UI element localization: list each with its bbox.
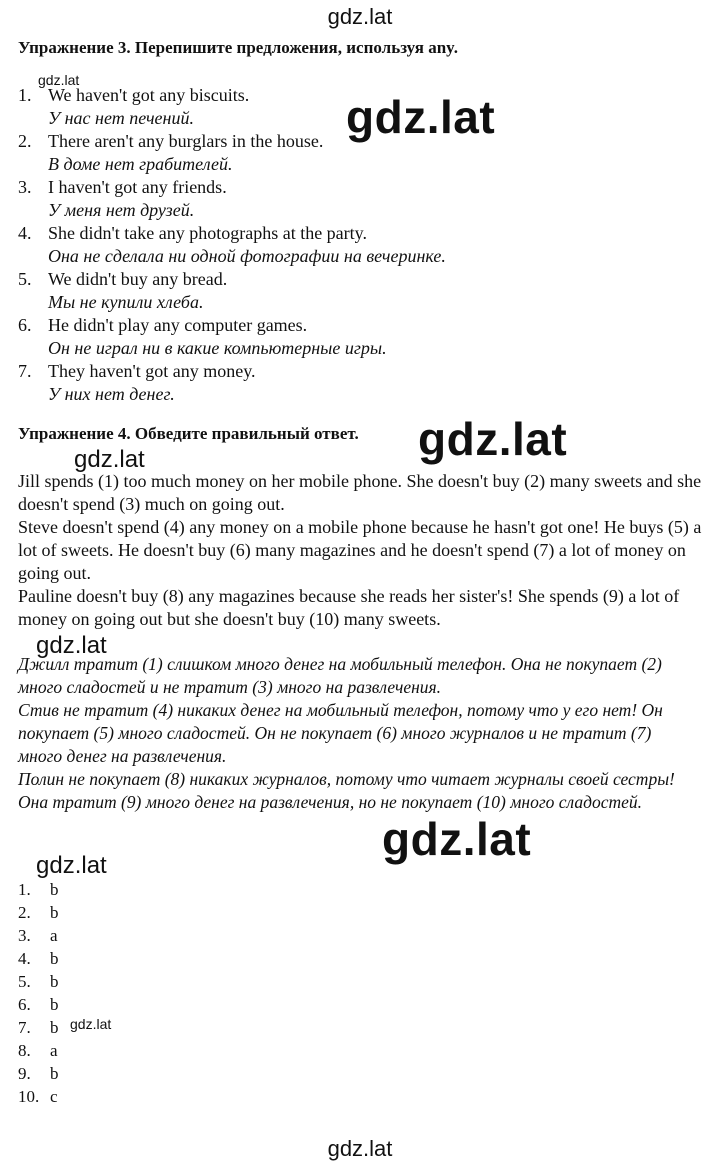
answer-list [18, 878, 59, 1108]
watermark-large: gdz.lat [346, 91, 496, 143]
russian-translation: Он не играл ни в какие компьютерные игры. [48, 338, 387, 358]
paragraph: Pauline doesn't buy (8) any magazines because she reads her sister's! She spends (9) a lot of money on going out but she doesn't buy (10) many sweets. [18, 586, 680, 629]
paragraph: Джилл тратит (1) слишком много денег на мобильный телефон. Она не покупает (2) много сладостей и не тратит (3) много на развлечения. [18, 654, 662, 697]
answer-item [18, 1062, 59, 1085]
answer-number: 2. [18, 903, 31, 922]
answer-item [18, 1039, 59, 1062]
answer-item [18, 993, 59, 1016]
exercise-3-heading: Упражнение 3. Перепишите предложения, используя any. [18, 38, 458, 57]
item-number: 7. [18, 361, 32, 381]
answer-value: b [50, 995, 59, 1014]
answer-value: a [50, 926, 58, 945]
russian-translation: Она не сделала ни одной фотографии на вечеринке. [48, 246, 446, 266]
english-sentence: They haven't got any money. [48, 361, 256, 381]
item-number: 3. [18, 177, 32, 197]
answer-item [18, 924, 59, 947]
answer-number: 4. [18, 949, 31, 968]
english-sentence: We haven't got any biscuits. [48, 85, 250, 105]
paragraph: Стив не тратит (4) никаких денег на мобильный телефон, потому что у его нет! Он покупает (5) много сладостей. Он не покупает (6) много журналов и не тратит (7) много денег на развлечения. [18, 700, 663, 766]
answer-value: b [50, 880, 59, 899]
answer-number: 9. [18, 1064, 31, 1083]
russian-translation: У нас нет печений. [48, 108, 194, 128]
item-number: 2. [18, 131, 32, 151]
english-sentence: We didn't buy any bread. [48, 269, 228, 289]
list-item [18, 314, 446, 360]
paragraph: Jill spends (1) too much money on her mobile phone. She doesn't buy (2) many sweets and she doesn't spend (3) much on going out. [18, 471, 702, 514]
english-sentence: I haven't got any friends. [48, 177, 227, 197]
russian-translation: У меня нет друзей. [48, 200, 195, 220]
watermark-small: gdz.lat [38, 72, 80, 88]
list-item [18, 360, 446, 406]
list-item [18, 130, 446, 176]
russian-translation: У них нет денег. [48, 384, 175, 404]
watermark-large: gdz.lat [418, 413, 568, 465]
paragraph: Steve doesn't spend (4) any money on a mobile phone because he hasn't got one! He buys (5) a lot of sweets. He doesn't buy (6) many magazines and he doesn't spend (7) a lot of money on going out. [18, 517, 702, 583]
answer-value: b [50, 1064, 59, 1083]
answer-value: b [50, 1018, 59, 1037]
russian-translation: Мы не купили хлеба. [48, 292, 204, 312]
answer-item [18, 970, 59, 993]
list-item [18, 84, 446, 130]
item-number: 6. [18, 315, 32, 335]
exercise-4-english-text [18, 470, 708, 631]
answer-value: a [50, 1041, 58, 1060]
paragraph: Полин не покупает (8) никаких журналов, потому что читает журналы своей сестры! Она тратит (9) много денег на развлечения, но не покупает (10) много сладостей. [18, 769, 675, 812]
watermark-medium: gdz.lat [36, 852, 107, 879]
watermark-medium: gdz.lat [74, 446, 145, 473]
item-number: 5. [18, 269, 32, 289]
english-sentence: She didn't take any photographs at the party. [48, 223, 367, 243]
answer-number: 8. [18, 1041, 31, 1060]
english-sentence: He didn't play any computer games. [48, 315, 308, 335]
list-item [18, 222, 446, 268]
list-item [18, 176, 446, 222]
answer-number: 10. [18, 1087, 40, 1106]
answer-value: b [50, 949, 59, 968]
watermark-small: gdz.lat [70, 1016, 112, 1032]
item-number: 1. [18, 85, 32, 105]
watermark-medium: gdz.lat [36, 632, 107, 659]
answer-number: 6. [18, 995, 31, 1014]
answer-item [18, 1016, 59, 1039]
watermark-bottom: gdz.lat [327, 1136, 393, 1161]
answer-value: c [50, 1087, 58, 1106]
list-item [18, 268, 446, 314]
exercise-4-heading: Упражнение 4. Обведите правильный ответ. [18, 424, 359, 443]
russian-translation: В доме нет грабителей. [48, 154, 233, 174]
answer-value: b [50, 972, 59, 991]
exercise-3-list [18, 84, 446, 406]
watermark-large: gdz.lat [382, 813, 532, 865]
answer-item [18, 947, 59, 970]
answer-item [18, 878, 59, 901]
answer-item [18, 901, 59, 924]
answer-item [18, 1085, 59, 1108]
english-sentence: There aren't any burglars in the house. [48, 131, 324, 151]
exercise-4-russian-text [18, 653, 698, 814]
answer-number: 5. [18, 972, 31, 991]
item-number: 4. [18, 223, 32, 243]
answer-number: 3. [18, 926, 31, 945]
answer-number: 1. [18, 880, 31, 899]
watermark-top: gdz.lat [327, 4, 393, 29]
answer-number: 7. [18, 1018, 31, 1037]
answer-value: b [50, 903, 59, 922]
